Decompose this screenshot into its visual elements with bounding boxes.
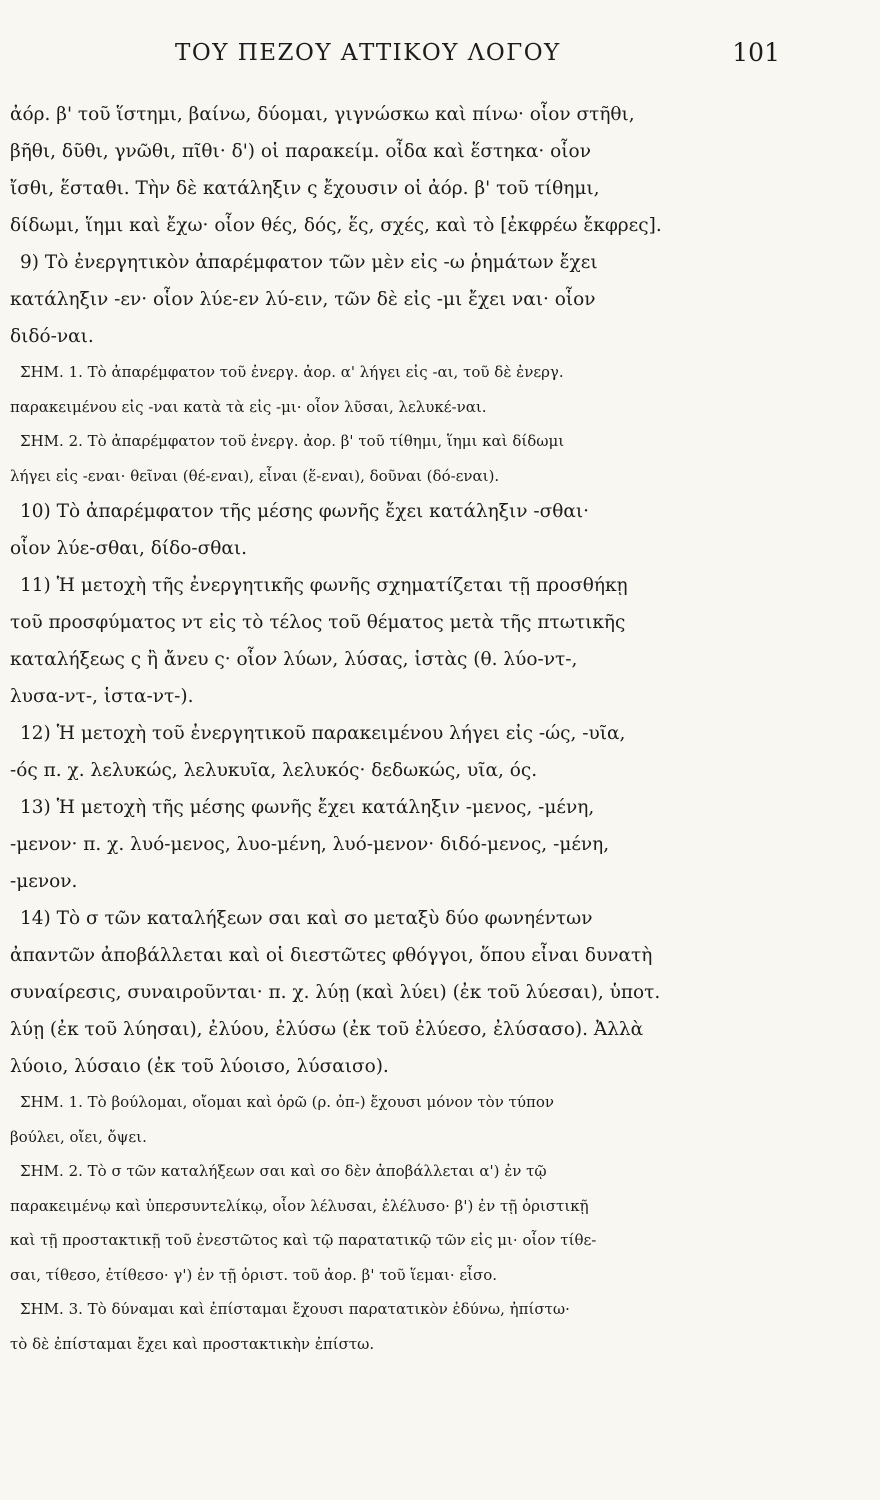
running-title: ΤΟΥ ΠΕΖΟΥ ΑΤΤΙΚΟΥ ΛΟΓΟΥ	[175, 40, 561, 66]
note-line: παρακειμένῳ καὶ ὑπερσυντελίκῳ, οἷον λέλυσαι, ἐλέλυσο· β') ἐν τῇ ὁριστικῇ	[10, 1196, 589, 1215]
note-line: βούλει, οἴει, ὄψει.	[10, 1127, 147, 1146]
page-body	[10, 96, 855, 1361]
note-line: ΣΗΜ. 1. Τὸ βούλομαι, οἴομαι καὶ ὁρῶ (ρ. ὀπ-) ἔχουσι μόνον τὸν τύπον	[20, 1093, 555, 1111]
note-line: λήγει εἰς -εναι· θεῖναι (θέ-εναι), εἶναι (ἕ-εναι), δοῦναι (δό-εναι).	[10, 466, 500, 485]
text-line: -μενον· π. χ. λυό-μενος, λυο-μένη, λυό-μενον· διδό-μενος, -μένη,	[10, 834, 610, 855]
note-line: ΣΗΜ. 1. Τὸ ἀπαρέμφατον τοῦ ἐνεργ. ἀορ. α' λήγει εἰς -αι, τοῦ δὲ ἐνεργ.	[20, 363, 564, 381]
text-line: οἷον λύε-σθαι, δίδο-σθαι.	[10, 538, 248, 559]
text-line: ἀόρ. β' τοῦ ἵστημι, βαίνω, δύομαι, γιγνώσκω καὶ πίνω· οἷον στῆθι,	[10, 104, 635, 125]
note-line: ΣΗΜ. 2. Τὸ ἀπαρέμφατον τοῦ ἐνεργ. ἀορ. β' τοῦ τίθημι, ἵημι καὶ δίδωμι	[20, 432, 565, 450]
text-line: ἴσθι, ἕσταθι. Τὴν δὲ κατάληξιν ς ἔχουσιν οἱ ἀόρ. β' τοῦ τίθημι,	[10, 178, 600, 199]
text-line: 14) Τὸ σ τῶν καταλήξεων σαι καὶ σο μεταξὺ δύο φωνηέντων	[20, 908, 593, 929]
text-line: λύῃ (ἐκ τοῦ λύησαι), ἐλύου, ἐλύσω (ἐκ τοῦ ἐλύεσο, ἐλύσασο). Ἀλλὰ	[10, 1019, 644, 1040]
text-line: 10) Τὸ ἀπαρέμφατον τῆς μέσης φωνῆς ἔχει κατάληξιν -σθαι·	[20, 501, 589, 522]
text-line: τοῦ προσφύματος ντ εἰς τὸ τέλος τοῦ θέματος μετὰ τῆς πτωτικῆς	[10, 612, 626, 633]
note-line: παρακειμένου εἰς -ναι κατὰ τὰ εἰς -μι· οἷον λῦσαι, λελυκέ-ναι.	[10, 397, 487, 416]
note-line: καὶ τῇ προστακτικῇ τοῦ ἐνεστῶτος καὶ τῷ παρατατικῷ τῶν εἰς μι· οἷον τίθε-	[10, 1231, 597, 1249]
text-line: διδό-ναι.	[10, 326, 94, 347]
text-line: δίδωμι, ἵημι καὶ ἔχω· οἷον θές, δός, ἕς, σχές, καὶ τὸ [ἐκφρέω ἔκφρες].	[10, 215, 662, 236]
text-line: κατάληξιν -εν· οἷον λύε-εν λύ-ειν, τῶν δὲ εἰς -μι ἔχει ναι· οἷον	[10, 289, 596, 310]
note-line: ΣΗΜ. 3. Τὸ δύναμαι καὶ ἐπίσταμαι ἔχουσι παρατατικὸν ἐδύνω, ἠπίστω·	[20, 1300, 570, 1318]
text-line: 13) Ἡ μετοχὴ τῆς μέσης φωνῆς ἔχει κατάληξιν -μενος, -μένη,	[20, 797, 595, 818]
text-line: ἀπαντῶν ἀποβάλλεται καὶ οἱ διεστῶτες φθόγγοι, ὅπου εἶναι δυνατὴ	[10, 945, 653, 966]
text-line: λύοιο, λύσαιο (ἐκ τοῦ λύοισο, λύσαισο).	[10, 1056, 389, 1077]
page-header	[0, 40, 880, 80]
text-line: καταλήξεως ς ἢ ἄνευ ς· οἷον λύων, λύσας, ἱστὰς (θ. λύο-ντ-,	[10, 649, 578, 670]
page-number: 101	[732, 38, 780, 67]
text-line: βῆθι, δῦθι, γνῶθι, πῖθι· δ') οἱ παρακείμ. οἶδα καὶ ἕστηκα· οἷον	[10, 141, 591, 162]
text-line: -μενον.	[10, 871, 78, 892]
text-line: 9) Τὸ ἐνεργητικὸν ἀπαρέμφατον τῶν μὲν εἰς -ω ῥημάτων ἔχει	[20, 252, 598, 273]
text-line: συναίρεσις, συναιροῦνται· π. χ. λύῃ (καὶ λύει) (ἐκ τοῦ λύεσαι), ὑποτ.	[10, 982, 661, 1003]
note-line: τὸ δὲ ἐπίσταμαι ἔχει καὶ προστακτικὴν ἐπίστω.	[10, 1334, 375, 1353]
text-line: 12) Ἡ μετοχὴ τοῦ ἐνεργητικοῦ παρακειμένου λήγει εἰς -ώς, -υῖα,	[20, 723, 626, 744]
text-line: 11) Ἡ μετοχὴ τῆς ἐνεργητικῆς φωνῆς σχηματίζεται τῇ προσθήκῃ	[20, 575, 628, 596]
text-line: -ός π. χ. λελυκώς, λελυκυῖα, λελυκός· δεδωκώς, υῖα, ός.	[10, 760, 538, 781]
text-line: λυσα-ντ-, ἱστα-ντ-).	[10, 686, 194, 707]
note-line: σαι, τίθεσο, ἐτίθεσο· γ') ἐν τῇ ὁριστ. τοῦ ἀορ. β' τοῦ ἵεμαι· εἶσο.	[10, 1265, 498, 1284]
note-line: ΣΗΜ. 2. Τὸ σ τῶν καταλήξεων σαι καὶ σο δὲν ἀποβάλλεται α') ἐν τῷ	[20, 1162, 547, 1180]
